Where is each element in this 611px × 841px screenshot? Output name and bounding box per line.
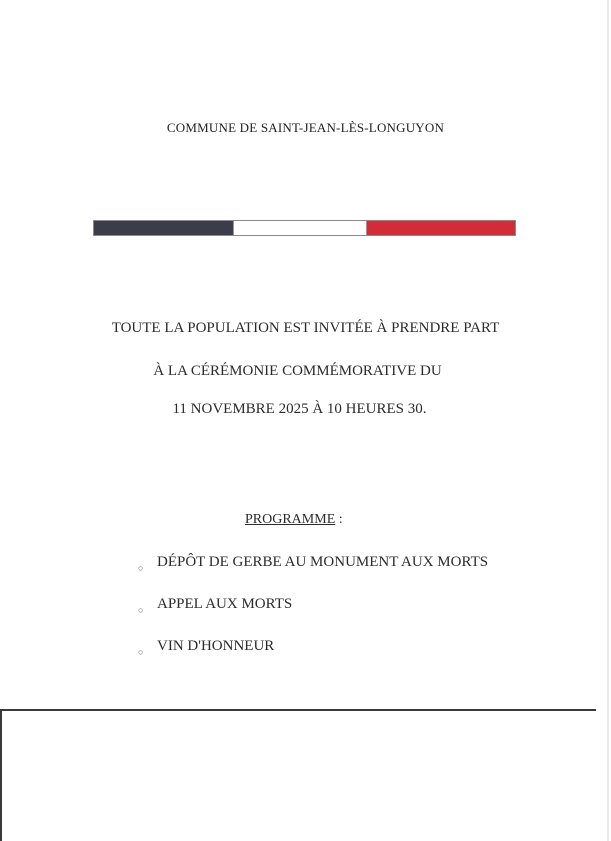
invitation-line-3: 11 NOVEMBRE 2025 À 10 HEURES 30. xyxy=(172,401,427,417)
flag-white-stripe xyxy=(233,221,367,235)
programme-item-label: VIN D'HONNEUR xyxy=(157,638,275,654)
programme-list xyxy=(138,552,488,678)
programme-item-label: APPEL AUX MORTS xyxy=(157,596,293,612)
invitation-line-1: TOUTE LA POPULATION EST INVITÉE À PRENDRE PART xyxy=(111,320,500,336)
commune-title: COMMUNE DE SAINT-JEAN-LÈS-LONGUYON xyxy=(166,120,445,135)
list-item xyxy=(138,636,488,678)
french-flag-banner xyxy=(93,220,516,236)
programme-heading-suffix: : xyxy=(335,512,343,527)
programme-heading xyxy=(245,512,343,528)
list-item xyxy=(138,552,488,594)
invitation-line-2: À LA CÉRÉMONIE COMMÉMORATIVE DU xyxy=(153,363,442,379)
scan-edge-right xyxy=(607,0,609,841)
flag-blue-stripe xyxy=(94,221,233,235)
list-item xyxy=(138,594,488,636)
scan-edge-left xyxy=(0,709,2,841)
scan-edge-line xyxy=(0,709,596,711)
programme-heading-label: PROGRAMME xyxy=(245,512,336,527)
flag-red-stripe xyxy=(367,221,515,235)
bullet-icon: ○ xyxy=(138,605,144,615)
bullet-icon: ○ xyxy=(138,647,144,657)
programme-item-label: DÉPÔT DE GERBE AU MONUMENT AUX MORTS xyxy=(157,554,489,570)
bullet-icon: ○ xyxy=(138,563,144,573)
